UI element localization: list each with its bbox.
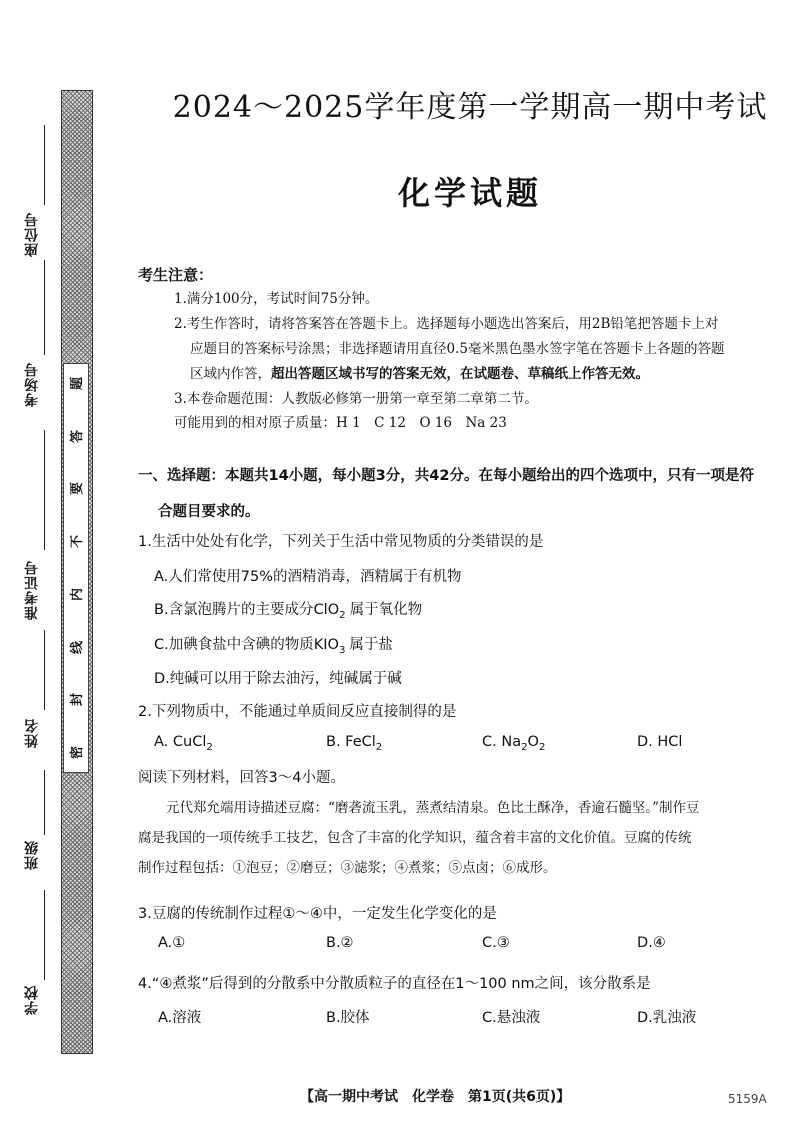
ticket-number-line bbox=[44, 430, 45, 550]
question-1-option-c bbox=[154, 633, 393, 656]
question-3-option-b: B.② bbox=[326, 935, 354, 951]
question-1-stem: 1.生活中处处有化学，下列关于生活中常见物质的分类错误的是 bbox=[138, 534, 544, 550]
question-4-option-a: A.溶液 bbox=[158, 1010, 202, 1026]
option-a-text: A. CuCl bbox=[154, 734, 207, 750]
class-label: 班级 bbox=[24, 840, 40, 870]
passage-line-3: 制作过程包括：①泡豆；②磨豆；③滤浆；④煮浆；⑤点卤；⑥成形。 bbox=[138, 860, 557, 876]
seat-number-line bbox=[44, 125, 45, 205]
exam-title: 2024～2025学年度第一学期高一期中考试 bbox=[172, 90, 768, 125]
option-c-tail: 属于盐 bbox=[349, 637, 393, 653]
question-2-option-a bbox=[154, 734, 213, 753]
question-3-stem: 3.豆腐的传统制作过程①～④中，一定发生化学变化的是 bbox=[138, 906, 497, 922]
question-1-option-b bbox=[154, 598, 422, 621]
notes-heading: 考生注意： bbox=[138, 266, 214, 284]
reading-intro: 阅读下列材料，回答3～4小题。 bbox=[138, 770, 345, 786]
exam-room-label: 考场号 bbox=[24, 362, 40, 407]
subscript: 2 bbox=[206, 741, 213, 753]
seal-char: 答 bbox=[70, 429, 86, 443]
ticket-number-label: 准考证号 bbox=[24, 560, 40, 620]
subscript: 2 bbox=[521, 741, 528, 753]
option-b-text: B. FeCl bbox=[326, 734, 376, 750]
question-2-option-c bbox=[482, 734, 545, 753]
seal-char: 内 bbox=[70, 587, 86, 601]
question-4-option-b: B.胶体 bbox=[326, 1010, 370, 1026]
note-2-warning: 超出答题区域书写的答案无效，在试题卷、草稿纸上作答无效。 bbox=[271, 366, 649, 382]
subscript: 2 bbox=[339, 609, 346, 621]
name-line bbox=[44, 630, 45, 710]
exam-room-line bbox=[44, 260, 45, 355]
question-4-option-d: D.乳浊液 bbox=[637, 1010, 697, 1026]
subscript: 2 bbox=[538, 741, 546, 753]
question-1-option-a: A.人们常使用75%的酒精消毒，酒精属于有机物 bbox=[154, 569, 462, 585]
option-c-text: C.加碘食盐中含碘的物质KIO bbox=[154, 637, 339, 653]
class-line bbox=[44, 770, 45, 835]
note-2-line-3 bbox=[190, 362, 649, 387]
note-3: 3.本卷命题范围：人教版必修第一册第一章至第二章第二节。 bbox=[174, 391, 538, 407]
question-4-stem: 4.“④煮浆”后得到的分散系中分散质粒子的直径在1～100 nm之间，该分散系是 bbox=[138, 976, 651, 992]
seal-char: 要 bbox=[70, 482, 86, 496]
note-2-line-2: 应题目的答案标号涂黑；非选择题请用直径0.5毫米黑色墨水签字笔在答题卡上各题的答题 bbox=[190, 341, 725, 357]
passage-line-1: 元代郑允端用诗描述豆腐：“磨砻流玉乳，蒸煮结清泉。色比土酥净，香逾石髓坚。”制作豆 bbox=[166, 800, 700, 816]
section-1-line-1: 一、选择题：本题共14小题，每小题3分，共42分。在每小题给出的四个选项中，只有一项是符 bbox=[138, 468, 754, 484]
question-2-option-b bbox=[326, 734, 382, 753]
subscript: 3 bbox=[338, 644, 346, 656]
page-footer: 【高一期中考试 化学卷 第1页(共6页)】 bbox=[300, 1089, 571, 1105]
option-c-text: C. Na bbox=[482, 734, 522, 750]
option-b-tail: 属于氧化物 bbox=[349, 602, 423, 618]
question-1-option-d: D.纯碱可以用于除去油污，纯碱属于碱 bbox=[154, 671, 402, 687]
question-3-option-d: D.④ bbox=[637, 935, 666, 951]
question-3-option-c: C.③ bbox=[482, 935, 510, 951]
question-4-option-c: C.悬浊液 bbox=[482, 1010, 541, 1026]
section-1-heading bbox=[138, 460, 778, 528]
note-2-line-3-text: 区域内作答， bbox=[190, 366, 271, 382]
seat-number-label: 座位号 bbox=[24, 212, 40, 257]
question-2-option-d: D. HCl bbox=[637, 734, 683, 750]
school-line bbox=[44, 890, 45, 980]
question-2-stem: 2.下列物质中，不能通过单质间反应直接制得的是 bbox=[138, 704, 457, 720]
seal-char: 密 bbox=[70, 745, 86, 759]
section-1-line-2: 合题目要求的。 bbox=[158, 504, 260, 520]
seal-char: 线 bbox=[70, 640, 86, 654]
option-b-text: B.含氯泡腾片的主要成分ClO bbox=[154, 602, 340, 618]
paper-code: 5159A bbox=[728, 1092, 767, 1106]
reading-passage bbox=[138, 793, 778, 883]
seal-char: 题 bbox=[70, 376, 86, 391]
option-c-mid: O bbox=[527, 734, 539, 750]
passage-line-2: 腐是我国的一项传统手工技艺，包含了丰富的化学知识，蕴含着丰富的文化价值。豆腐的传统 bbox=[138, 830, 692, 846]
atomic-mass-note: 可能用到的相对原子质量：H 1 C 12 O 16 Na 23 bbox=[174, 415, 507, 431]
name-label: 姓名 bbox=[24, 718, 40, 748]
seal-line-notice bbox=[63, 363, 89, 773]
school-label: 学校 bbox=[24, 985, 40, 1015]
note-1: 1.满分100分，考试时间75分钟。 bbox=[174, 291, 379, 307]
subject-title: 化学试题 bbox=[397, 174, 542, 212]
note-2-line-1: 2.考生作答时，请将答案答在答题卡上。选择题每小题选出答案后，用2B铅笔把答题卡上对 bbox=[174, 316, 719, 332]
question-3-option-a: A.① bbox=[158, 935, 186, 951]
seal-char: 不 bbox=[70, 535, 86, 549]
seal-char: 封 bbox=[70, 693, 86, 707]
subscript: 2 bbox=[375, 741, 383, 753]
